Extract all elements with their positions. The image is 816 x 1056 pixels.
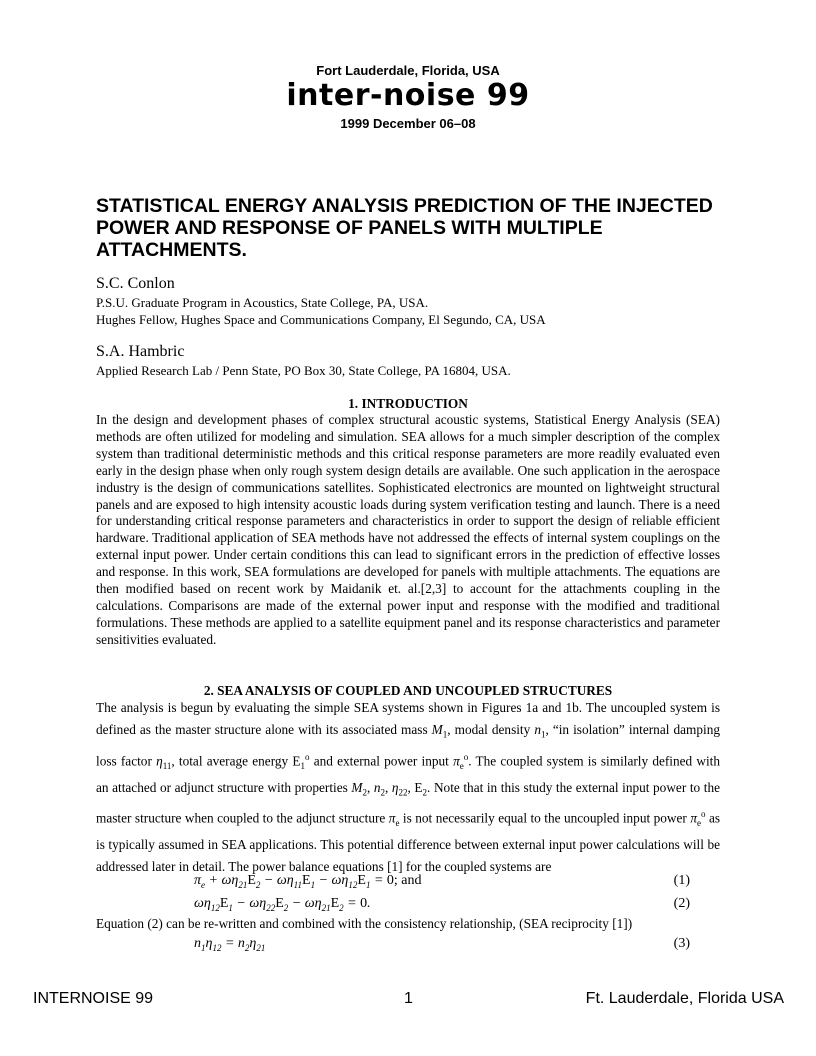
author-name-hambric: S.A. Hambric: [96, 343, 185, 360]
paper-title: STATISTICAL ENERGY ANALYSIS PREDICTION OF THE INJECTED POWER AND RESPONSE OF PANELS WITH MULTIPLE ATTACHMENTS.: [96, 195, 713, 261]
equation-number: (1): [673, 873, 690, 888]
page-number: 1: [404, 990, 413, 1007]
footer-left: INTERNOISE 99: [33, 990, 154, 1007]
author-name-conlon: S.C. Conlon: [96, 275, 175, 292]
conference-location: Fort Lauderdale, Florida, USA: [316, 63, 500, 78]
conference-dates: 1999 December 06–08: [340, 116, 476, 131]
author-affiliation: Hughes Fellow, Hughes Space and Communications Company, El Segundo, CA, USA: [96, 312, 546, 327]
equation-1: $\pi_e + \omega\eta_{21}E_2 - \omega\eta_{11}E_1 - \omega\eta_{12}E_1 = 0$; and (1): [194, 873, 690, 890]
author-affiliation: Applied Research Lab / Penn State, PO Box 30, State College, PA 16804, USA.: [96, 363, 511, 378]
introduction-paragraph: In the design and development phases of complex structural acoustic systems, Statistical Energy Analysis (SEA) methods are often utilized for modeling and simulation. SEA allows for a much simpler description of the complex system than traditional deterministic methods and this critical response parameters are more readily evaluated even early in the design phase when only rough system design details are available. One such application in the aerospace industry is the design of communications satellites. Sophisticated electronics are mounted on lightweight structural panels and are exposed to high intensity acoustic loads during system verification testing and launch. There is a need for understanding critical response parameters and characteristics in order to support the design of reliable efficient hardware. Traditional application of SEA methods have not addressed the effects of internal system couplings on the external input power. Under certain conditions this can lead to significant errors in the prediction of effective losses and response. In this work, SEA formulations are developed for panels with multiple attachments. The equations are then modified based on recent work by Maidanik et. al.[2,3] to account for the attachments coupling in the calculations. Comparisons are made of the external power input and response with the modified and traditional formulations. These methods are applied to a satellite equipment panel and its response characteristics and parameter sensitivities evaluated.: [96, 412, 720, 647]
sea-analysis-paragraph: The analysis is begun by evaluating the simple SEA systems shown in Figures 1a and 1b. The uncoupled system is defined as the master structure alone with its associated mass $M_1$, modal density $n_1$, “in isolation” internal damping loss factor $\eta_{11}$, total average energy $E_1^o$ and external power input $\pi_e^o$. The coupled system is similarly defined with an attached or adjunct structure with properties $M_2$, $n_2$, $\eta_{22}$, $E_2$. Note that in this study the external input power to the master structure when coupled to the adjunct structure $\pi_e$ is not necessarily equal to the uncoupled input power $\pi_e^o$ as is typically assumed in SEA applications. This potential difference between external input power calculations will be addressed later in detail. The power balance equations [1] for the coupled systems are: [96, 700, 721, 875]
section-heading-sea-analysis: 2. SEA ANALYSIS OF COUPLED AND UNCOUPLED STRUCTURES: [203, 683, 613, 698]
section-heading-introduction: 1. INTRODUCTION: [348, 396, 468, 411]
equation-2: $\omega\eta_{12}E_1 - \omega\eta_{22}E_2 - \omega\eta_{21}E_2 = 0$. (2): [194, 896, 690, 913]
author-affiliation: P.S.U. Graduate Program in Acoustics, State College, PA, USA.: [96, 295, 429, 310]
equation-number: (2): [673, 896, 690, 911]
equation-3: $n_1\eta_{12} = n_2\eta_{21}$ (3): [194, 936, 690, 953]
equation-number: (3): [673, 936, 690, 951]
footer-right: Ft. Lauderdale, Florida USA: [585, 990, 784, 1007]
internoise-logo: inter-noise 99: [286, 78, 530, 113]
equation-transition-text: Equation (2) can be re-written and combined with the consistency relationship, (SEA reciprocity [1]): [96, 916, 633, 931]
